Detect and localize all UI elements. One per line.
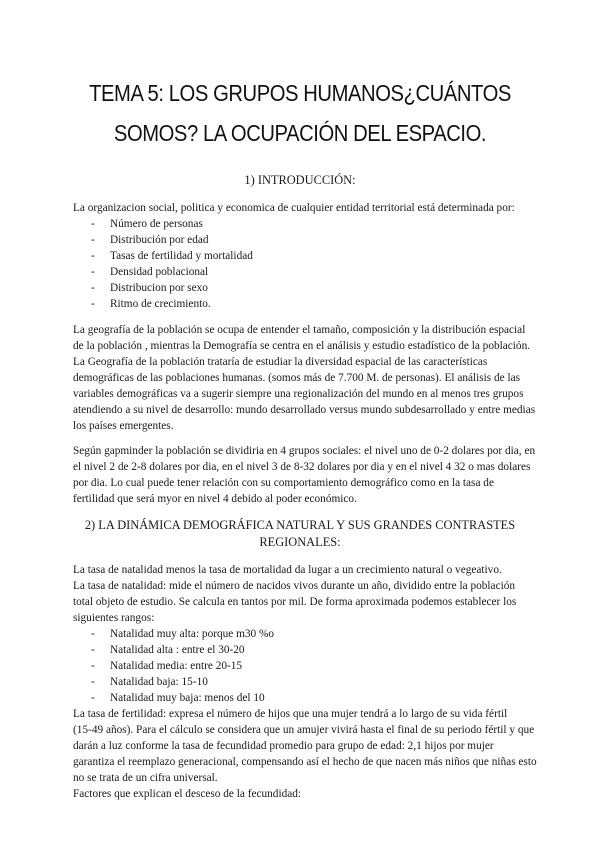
text-line: La tasa de natalidad: mide el número de nacidos vivos durante un año, dividido entre la población	[73, 580, 516, 592]
list-item: - Distribución por edad	[91, 234, 209, 246]
bullet-marker: -	[91, 644, 95, 656]
page-title-line-1: TEMA 5: LOS GRUPOS HUMANOS¿CUÁNTOS	[89, 80, 511, 106]
text-line: atendiendo a su nivel de desarrollo: mundo desarrollado versus mundo subdesarrollado y entre medias	[73, 404, 536, 416]
bullet-marker: -	[91, 250, 95, 262]
text-line: de la población , mientras la Demografía se centra en el análisis y estudio estadístico de la población.	[73, 340, 531, 352]
text-line: no se trata de un cifra universal.	[73, 772, 218, 784]
text-line: variables demográficas va a sugerir siempre una regionalización del mundo en al menos tres grupos	[73, 388, 524, 400]
text-line: fertilidad que será myor en nivel 4 debido al poder económico.	[73, 493, 357, 505]
text-line: La geografía de la población se ocupa de entender el tamaño, composición y la distribución espacial	[73, 324, 526, 336]
text-line: darán a luz conforme la tasa de fecundidad promedio para grupo de edad: 2,1 hijos por mujer	[73, 740, 494, 752]
list-item: - Natalidad baja: 15-10	[91, 676, 208, 688]
text-line: garantiza el reemplazo generacional, compensando así el hecho de que nacen más niños que niñas esto	[73, 756, 537, 768]
text-line: La tasa de natalidad menos la tasa de mortalidad da lugar a un crecimiento natural o vegeativo.	[73, 564, 502, 576]
bullet-marker: -	[91, 218, 95, 230]
text-line: total objeto de estudio. Se calcula en tantos por mil. De forma aproximada podemos establecer los	[73, 596, 517, 608]
bullet-marker: -	[91, 676, 95, 688]
section-2-heading-line-2: REGIONALES:	[259, 535, 341, 549]
list-item: - Natalidad alta : entre el 30-20	[91, 644, 245, 656]
bullet-marker: -	[91, 266, 95, 278]
text-line: por dia. Lo cual puede tener relación con su comportamiento demográfico como en la tasa de	[73, 477, 494, 489]
text-line: Según gapminder la población se dividiria en 4 grupos sociales: el nivel uno de 0-2 dolares por dia, en	[73, 445, 536, 457]
list-item: - Distribucion por sexo	[91, 282, 208, 294]
page-title-line-2: SOMOS? LA OCUPACIÓN DEL ESPACIO.	[113, 120, 487, 146]
bullet-marker: -	[91, 298, 95, 310]
text-line: el nivel 2 de 2-8 dolares por dia, en el nivel 3 de 8-32 dolares por dia y en el nivel 4 32 o mas dolares	[73, 461, 531, 473]
section-1-heading: 1) INTRODUCCIÓN:	[244, 173, 356, 187]
bullet-marker: -	[91, 692, 95, 704]
bullet-marker: -	[91, 660, 95, 672]
list-item: - Natalidad muy alta: porque m30 %o	[91, 628, 275, 640]
list-item: - Natalidad muy baja: menos del 10	[91, 692, 265, 704]
list-item: - Natalidad media: entre 20-15	[91, 660, 243, 672]
bullet-marker: -	[91, 234, 95, 246]
text-line: demográficas de las poblaciones humanas. (somos más de 7.700 M. de personas). El análisis de las	[73, 372, 521, 384]
text-line: La Geografía de la población trataría de estudiar la diversidad espacial de las características	[73, 356, 488, 368]
text-line: siguientes rangos:	[73, 612, 155, 624]
section-1-intro: La organizacion social, politica y economica de cualquier entidad territorial está determinada por:	[73, 202, 515, 214]
bullet-marker: -	[91, 282, 95, 294]
text-line: (15-49 años). Para el cálculo se considera que un amujer vivirá hasta el final de su periodo fértil y que	[73, 724, 535, 736]
text-line: La tasa de fertilidad: expresa el número de hijos que una mujer tendrá a lo largo de su vida fértil	[73, 708, 508, 720]
list-item: - Tasas de fertilidad y mortalidad	[91, 250, 253, 262]
bullet-marker: -	[91, 628, 95, 640]
list-item: - Número de personas	[91, 218, 203, 230]
list-item: - Ritmo de crecimiento.	[91, 298, 211, 310]
text-line: Factores que explican el desceso de la fecundidad:	[73, 788, 302, 800]
section-2-heading-line-1: 2) LA DINÁMICA DEMOGRÁFICA NATURAL Y SUS GRANDES CONTRASTES	[84, 518, 516, 532]
list-item: - Densidad poblacional	[91, 266, 209, 278]
text-line: los países emergentes.	[73, 420, 174, 432]
